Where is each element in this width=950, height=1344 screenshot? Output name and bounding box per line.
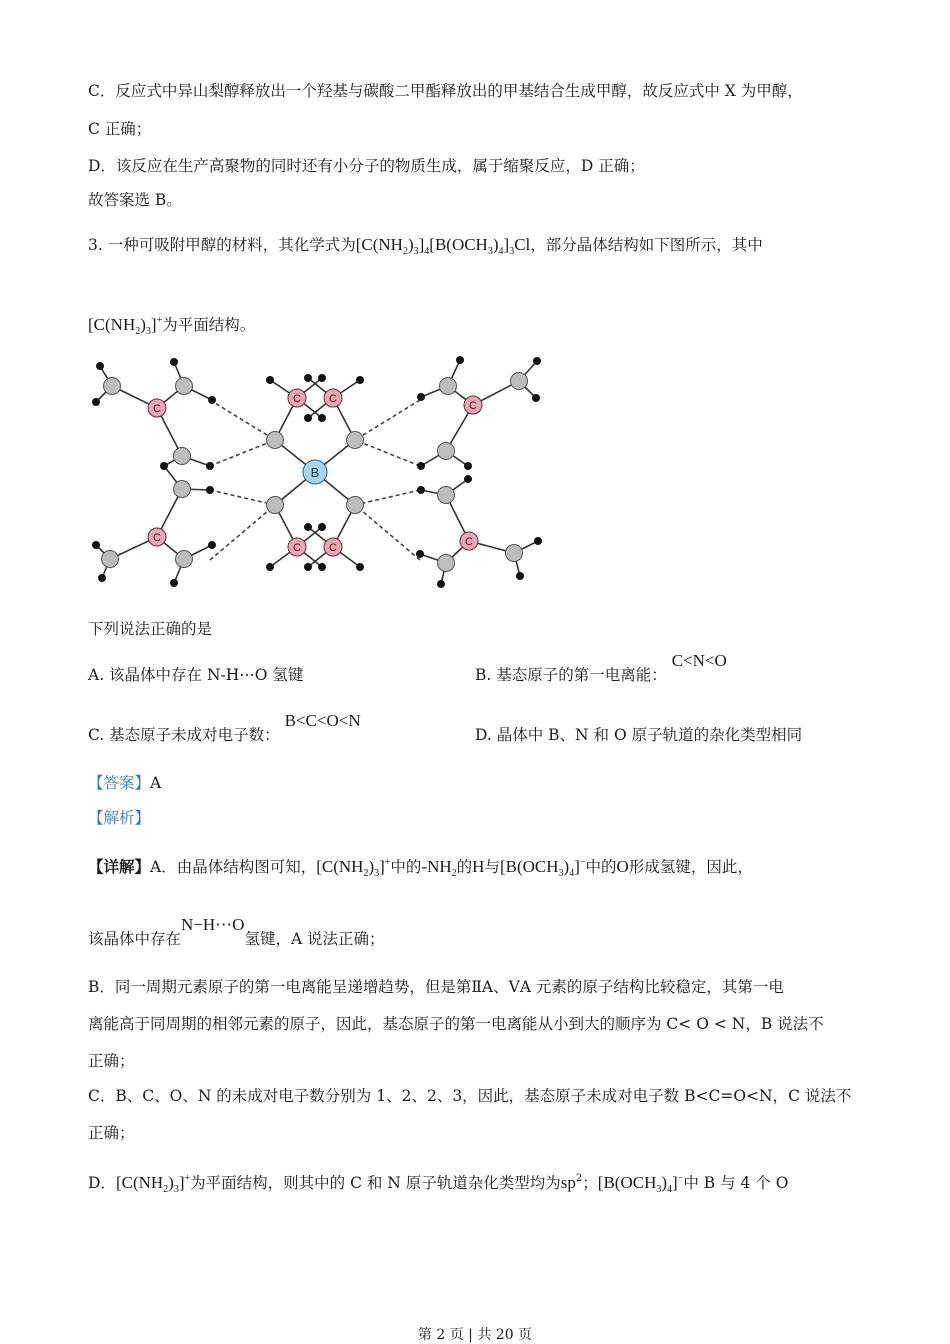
atom-label-c: C [293, 542, 301, 554]
detail-c-line1: C．B、C、O、N 的未成对电子数分别为 1、2、2、3，因此，基态原子未成对电子数 B<C=O<N，C 说法不 [88, 1087, 852, 1105]
analysis-tag: 【解析】 [88, 809, 151, 827]
atom-label-c: C [153, 532, 161, 544]
nh2-label: -NH [421, 857, 452, 876]
option-d[interactable]: D. 晶体中 B、N 和 O 原子轨道的杂化类型相同 [475, 726, 803, 744]
page-footer: 第 2 页 | 共 20 页 [417, 1327, 533, 1343]
q3-formula: $[C(NH_2)_3]_4[B(OCH_3)_4]_3Cl$ [355, 235, 531, 257]
detail-a-text: 该晶体中存在 [88, 930, 182, 948]
atom-label-c: C [293, 393, 301, 405]
atom-label-b: B [310, 465, 320, 480]
detail-a-text: 的 [456, 858, 473, 876]
detail-a-text: 中的 [585, 858, 617, 876]
detail-d-text: D． [88, 1174, 116, 1192]
detail-d-line1 [88, 1168, 788, 1201]
option-c-formula: B<C<O<N [284, 711, 361, 730]
cation-formula: $[C(NH_2)_3]^+$ [88, 315, 163, 337]
text-line-c: C．反应式中异山梨醇释放出一个羟基与碳酸二甲酯释放出的甲基结合生成甲醇，故反应式中 X 为甲醇， [88, 82, 803, 100]
cation-formula: $[C(NH_2)_3]^+$ [316, 857, 391, 879]
q3-suffix: ，部分晶体结构如下图所示，其中 [530, 236, 763, 254]
detail-a-text: A．由晶体结构图可知， [150, 858, 317, 876]
nh2-group: $-NH_2$ [421, 857, 457, 879]
answer-tag: 【答案】 [88, 774, 151, 792]
answer-line [88, 772, 161, 794]
detail-a-text: 中的 [390, 858, 422, 876]
text-line-conclusion: 故答案选 B。 [88, 191, 182, 209]
detail-d-text: ； [582, 1174, 598, 1192]
option-c[interactable] [88, 711, 361, 746]
option-b-formula: C<N<O [671, 651, 727, 670]
atom-label-c: C [153, 403, 161, 415]
detail-a-text: 氢键，A 说法正确； [244, 930, 385, 948]
atom-label-c: C [329, 542, 337, 554]
option-b-text: B. 基态原子的第一电离能： [475, 666, 667, 684]
hybrid-sp-sup: 2 [575, 1173, 583, 1184]
detail-a-text: 形成氢键，因此， [628, 858, 753, 876]
text-line-d: D．该反应在生产高聚物的同时还有小分子的物质生成，属于缩聚反应，D 正确； [88, 157, 645, 175]
detail-a-line1 [88, 852, 753, 885]
option-a[interactable]: A. 该晶体中存在 N-H⋯O 氢键 [88, 666, 304, 684]
atom-o: O [616, 857, 629, 876]
atom-label-c: C [329, 393, 337, 405]
detail-c-line2: 正确； [88, 1124, 135, 1142]
anion-formula: $[B(OCH_3)_4]^-$ [597, 1173, 684, 1195]
q3-line2: 为平面结构。 [162, 316, 256, 334]
detail-d-text: 中 B 与 4 个 O [683, 1174, 789, 1192]
detail-b-line2: 离能高于同周期的相邻元素的原子，因此，基态原子的第一电离能从小到大的顺序为 C< O < N，B 说法不 [88, 1015, 824, 1033]
text-line-c-cont: C 正确； [88, 120, 152, 138]
option-c-text: C. 基态原子未成对电子数： [88, 726, 280, 744]
cation-formula: $[C(NH_2)_3]^+$ [115, 1173, 191, 1195]
question-3-stem [88, 234, 763, 263]
boron-atom [303, 460, 327, 484]
crystal-structure-figure [85, 350, 555, 595]
question-3-line2 [88, 310, 255, 343]
hybrid-sp: sp [560, 1173, 576, 1192]
detail-a-text: 与 [484, 858, 500, 876]
detail-b-line3: 正确； [88, 1052, 135, 1070]
q3-prefix: 3. 一种可吸附甲醇的材料，其化学式为 [88, 236, 356, 254]
detail-a-line2 [88, 915, 385, 950]
question-prompt: 下列说法正确的是 [88, 620, 213, 638]
atom-label-c: C [469, 400, 477, 412]
answer-value: A [150, 774, 162, 792]
anion-formula: $[B(OCH_3)_4]^-$ [499, 857, 586, 879]
detail-b-line1: B．同一周期元素原子的第一电离能呈递增趋势，但是第ⅡA、ⅤA 元素的原子结构比较稳定，其第一电 [88, 978, 784, 996]
detail-d-text: 为平面结构，则其中的 C 和 N 原子轨道杂化类型均为 [190, 1174, 561, 1192]
option-b[interactable] [475, 651, 727, 686]
atom-label-c: C [465, 536, 473, 548]
atom-h: H [472, 857, 485, 876]
detail-tag: 【详解】 [88, 857, 151, 876]
hbond-formula: N−H⋯O [181, 915, 245, 934]
